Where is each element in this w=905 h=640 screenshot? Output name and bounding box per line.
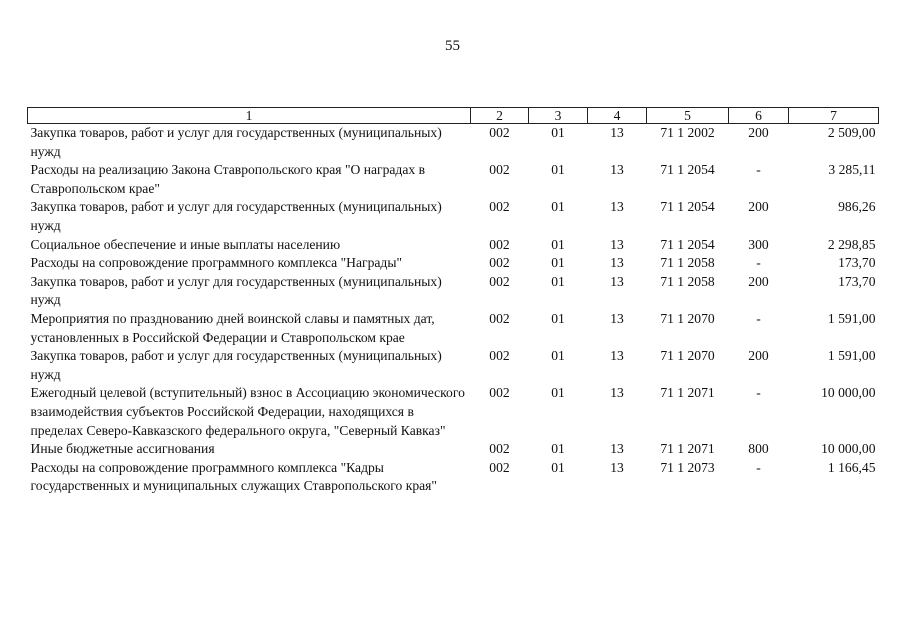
row-code-2: 002	[489, 236, 510, 252]
table-row	[28, 459, 879, 496]
table-row	[28, 273, 879, 310]
table-header-row	[28, 108, 879, 124]
table-row	[28, 124, 879, 162]
row-name: Иные бюджетные ассигнования	[30, 441, 215, 457]
header-col-5: 5	[647, 108, 729, 124]
row-name: Социальное обеспечение и иные выплаты населению	[30, 236, 341, 252]
row-name: Расходы на реализацию Закона Ставропольского края "О наградах в Ставропольском крае"	[30, 162, 425, 196]
row-code-3: 01	[551, 348, 565, 364]
row-name: Мероприятия по празднованию дней воинской славы и памятных дат, установленных в Российской Федерации и Ставропольском крае	[30, 310, 435, 345]
row-name: Ежегодный целевой (вступительный) взнос в Ассоциацию экономического взаимодействия субъектов Российской Федерации, находящихся в пределах Северо-Кавказского федерального округа, "Северный Кавказ"	[30, 385, 465, 438]
row-name: Закупка товаров, работ и услуг для государственных (муниципальных) нужд	[30, 125, 442, 159]
table-row	[28, 236, 879, 255]
row-code-5: 71 1 2071	[660, 441, 715, 457]
row-name: Закупка товаров, работ и услуг для государственных (муниципальных) нужд	[30, 273, 442, 308]
row-code-3: 01	[551, 199, 565, 215]
row-code-4: 13	[610, 125, 624, 140]
row-amount: 173,70	[838, 273, 876, 289]
row-code-5: 71 1 2058	[660, 255, 715, 271]
row-code-5: 71 1 2054	[660, 162, 715, 178]
row-code-2: 002	[489, 310, 510, 326]
table-row	[28, 254, 879, 273]
row-code-3: 01	[551, 125, 565, 140]
row-amount: 986,26	[838, 199, 876, 215]
row-code-5: 71 1 2073	[660, 459, 715, 475]
row-code-6: -	[756, 255, 761, 271]
row-code-3: 01	[551, 236, 565, 252]
row-code-3: 01	[551, 162, 565, 178]
row-amount: 173,70	[838, 255, 876, 271]
row-code-4: 13	[610, 459, 624, 475]
row-name: Закупка товаров, работ и услуг для государственных (муниципальных) нужд	[30, 199, 442, 233]
table-row	[28, 161, 879, 198]
row-amount: 1 591,00	[827, 310, 876, 326]
row-code-5: 71 1 2071	[660, 385, 715, 401]
row-amount: 3 285,11	[828, 162, 876, 178]
row-code-6: 200	[748, 348, 769, 364]
row-code-3: 01	[551, 255, 565, 271]
row-amount: 10 000,00	[821, 441, 876, 457]
row-code-2: 002	[489, 273, 510, 289]
row-code-5: 71 1 2070	[660, 348, 715, 364]
row-code-3: 01	[551, 273, 565, 289]
row-code-2: 002	[489, 255, 510, 271]
header-col-4: 4	[588, 108, 647, 124]
row-name: Расходы на сопровождение программного комплекса "Кадры государственных и муниципальных служащих Ставропольского края"	[30, 459, 437, 494]
row-code-4: 13	[610, 385, 624, 401]
row-code-5: 71 1 2070	[660, 310, 715, 326]
row-code-6: 200	[748, 273, 769, 289]
budget-table	[27, 107, 879, 496]
header-col-3: 3	[529, 108, 588, 124]
row-code-5: 71 1 2054	[660, 199, 715, 215]
table-row	[28, 440, 879, 459]
row-code-4: 13	[610, 236, 624, 252]
row-amount: 1 591,00	[827, 348, 876, 364]
table-body	[28, 124, 879, 496]
row-code-2: 002	[489, 459, 510, 475]
row-code-2: 002	[489, 199, 510, 215]
row-code-3: 01	[551, 459, 565, 475]
table-row	[28, 347, 879, 384]
row-amount: 1 166,45	[827, 459, 876, 475]
row-code-4: 13	[610, 255, 624, 271]
header-col-1: 1	[28, 108, 471, 124]
header-col-2: 2	[471, 108, 529, 124]
row-code-2: 002	[489, 125, 510, 140]
row-code-6: 300	[748, 236, 769, 252]
table-row	[28, 384, 879, 440]
row-code-5: 71 1 2002	[660, 125, 715, 140]
header-col-7: 7	[789, 108, 879, 124]
row-code-5: 71 1 2058	[660, 273, 715, 289]
row-code-6: 200	[748, 199, 769, 215]
row-code-6: -	[756, 162, 761, 178]
row-code-3: 01	[551, 441, 565, 457]
row-code-4: 13	[610, 162, 624, 178]
row-name: Закупка товаров, работ и услуг для государственных (муниципальных) нужд	[30, 348, 442, 382]
row-code-3: 01	[551, 310, 565, 326]
row-amount: 10 000,00	[821, 385, 876, 401]
table-row	[28, 310, 879, 347]
row-code-5: 71 1 2054	[660, 236, 715, 252]
row-code-6: -	[756, 310, 761, 326]
page-number: 55	[445, 38, 460, 54]
row-code-4: 13	[610, 310, 624, 326]
row-code-2: 002	[489, 162, 510, 178]
row-code-4: 13	[610, 441, 624, 457]
row-code-3: 01	[551, 385, 565, 401]
row-code-6: 800	[748, 441, 769, 457]
row-code-2: 002	[489, 441, 510, 457]
row-code-6: -	[756, 385, 761, 401]
row-code-2: 002	[489, 385, 510, 401]
row-amount: 2 509,00	[827, 125, 876, 140]
row-amount: 2 298,85	[827, 236, 876, 252]
row-code-6: -	[756, 459, 761, 475]
row-code-4: 13	[610, 273, 624, 289]
table-row	[28, 198, 879, 235]
row-code-4: 13	[610, 199, 624, 215]
row-code-4: 13	[610, 348, 624, 364]
row-name: Расходы на сопровождение программного комплекса "Награды"	[30, 255, 403, 271]
header-col-6: 6	[729, 108, 789, 124]
row-code-6: 200	[748, 125, 769, 140]
row-code-2: 002	[489, 348, 510, 364]
